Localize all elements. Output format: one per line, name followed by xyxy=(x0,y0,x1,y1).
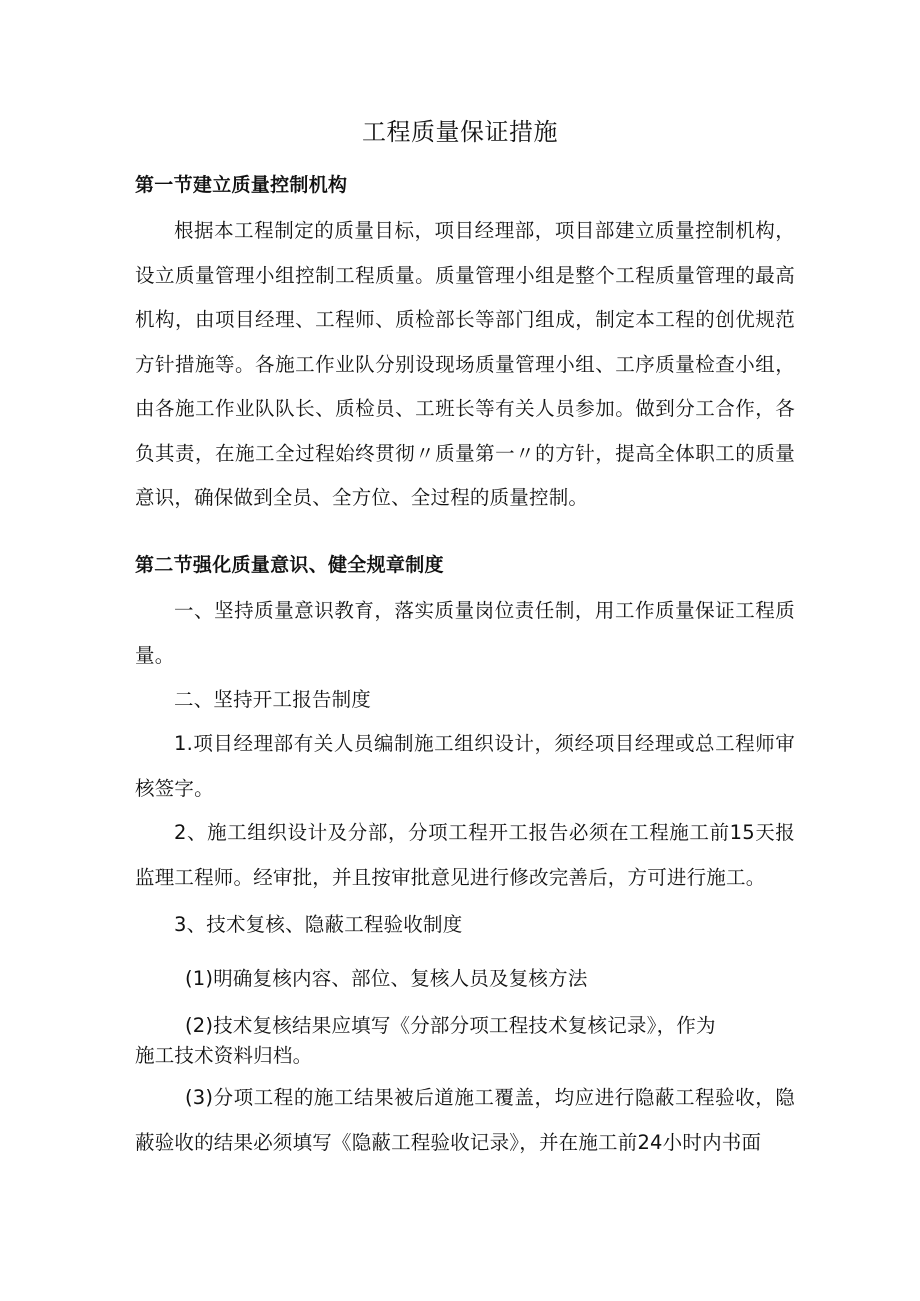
section-heading-1: 第一节建立质量控制机构 xyxy=(135,174,348,196)
item-technical-review: 3、技术复核、隐蔽工程验收制度 xyxy=(174,913,463,936)
sub-item-2-line2: 施工技术资料归档。 xyxy=(135,1044,313,1067)
item-quality-education: 一、坚持质量意识教育，落实质量岗位责任制，用工作质量保证工程质量。 xyxy=(135,599,795,667)
sub-item-1: (1)明确复核内容、部位、复核人员及复核方法 xyxy=(185,967,588,990)
section-heading-2: 第二节强化质量意识、健全规章制度 xyxy=(135,554,444,576)
sub-item-3: (3)分项工程的施工结果被后道施工覆盖，均应进行隐蔽工程验收，隐蔽验收的结果必须填写《隐蔽工程验收记录》，并在施工前24小时内书面 xyxy=(135,1086,795,1154)
section1-paragraph: 根据本工程制定的质量目标，项目经理部，项目部建立质量控制机构，设立质量管理小组控制工程质量。质量管理小组是整个工程质量管理的最高机构，由项目经理、工程师、质检部长等部门组成，制定本工程的创优规范方针措施等。各施工作业队分别设现场质量管理小组、工序质量检查小组，由各施工作业队队长、质检员、工班长等有关人员参加。做到分工合作，各负其责，在施工全过程始终贯彻〃质量第一〃的方针，提高全体职工的质量意识，确保做到全员、全方位、全过程的质量控制。 xyxy=(135,219,795,509)
item-start-report-deadline: 2、施工组织设计及分部，分项工程开工报告必须在工程施工前15天报监理工程师。经审批，并且按审批意见进行修改完善后，方可进行施工。 xyxy=(135,821,795,889)
sub-item-2-line1: (2)技术复核结果应填写《分部分项工程技术复核记录》，作为 xyxy=(185,1014,716,1037)
document-title: 工程质量保证措施 xyxy=(362,118,558,146)
item-construction-design: 1.项目经理部有关人员编制施工组织设计，须经项目经理或总工程师审核签字。 xyxy=(135,732,795,800)
item-start-report: 二、坚持开工报告制度 xyxy=(174,688,372,711)
